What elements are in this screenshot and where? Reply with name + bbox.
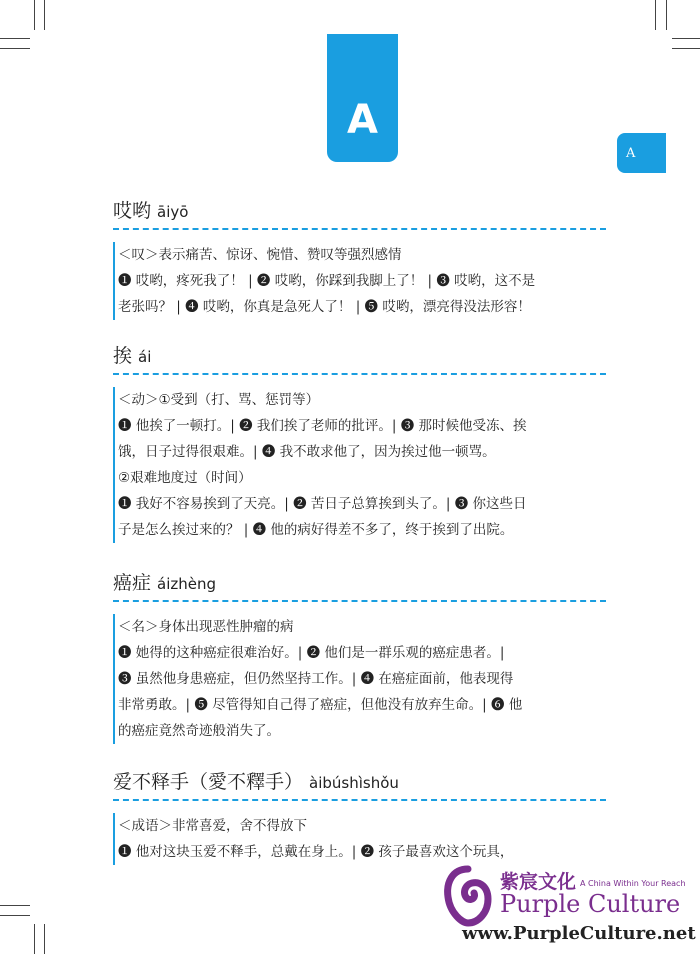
entry-headword: 癌症 xyxy=(113,572,152,594)
entry-pinyin: àibúshìshǒu xyxy=(309,774,399,792)
section-letter-tab xyxy=(327,34,398,162)
entry-definition: ＜名＞身体出现恶性肿瘤的病 xyxy=(118,619,294,635)
entry-headword: 爱不释手（愛不釋手） xyxy=(113,771,304,793)
entry-example-line: 非常勇敢。| ❺ 尽管得知自己得了癌症，但他没有放弃生命。| ❻ 他 xyxy=(118,697,523,713)
entry-pinyin: ái xyxy=(138,348,152,366)
entry-definition: ＜叹＞表示痛苦、惊讶、惋惜、赞叹等强烈感情 xyxy=(118,247,402,263)
crop-mark xyxy=(34,0,35,30)
crop-mark xyxy=(44,0,45,30)
crop-mark xyxy=(0,915,30,916)
entry-headword: 哎哟 xyxy=(113,200,152,222)
entry-example-line: ❶ 他挨了一顿打。| ❷ 我们挨了老师的批评。| ❸ 那时候他受冻、挨 xyxy=(118,418,527,434)
dictionary-entry xyxy=(113,769,608,865)
entry-pinyin: āiyō xyxy=(157,203,189,221)
dashed-divider xyxy=(113,373,606,375)
crop-mark xyxy=(0,905,30,906)
entry-headword-row xyxy=(113,769,608,795)
crop-mark xyxy=(44,924,45,954)
entry-example-line: 子是怎么挨过来的？ | ❹ 他的病好得差不多了，终于挨到了出院。 xyxy=(118,522,514,538)
dashed-divider xyxy=(113,228,606,230)
entry-definition: ＜动＞①受到（打、骂、惩罚等） xyxy=(118,392,320,408)
watermark-url: www.PurpleCulture.net xyxy=(462,923,696,944)
watermark-chinese: 紫宸文化 xyxy=(500,871,577,893)
side-thumb-tab xyxy=(617,133,666,173)
entry-headword-row xyxy=(113,198,608,224)
purple-culture-logo-icon xyxy=(442,865,494,927)
dictionary-entry xyxy=(113,570,608,744)
crop-mark xyxy=(672,48,700,49)
entry-example-line: 饿，日子过得很艰难。| ❹ 我不敢求他了，因为挨过他一顿骂。 xyxy=(118,444,496,460)
entry-body xyxy=(113,387,605,543)
crop-mark xyxy=(0,48,30,49)
crop-mark xyxy=(34,924,35,954)
entry-headword-row xyxy=(113,570,608,596)
crop-mark xyxy=(0,38,30,39)
watermark-tagline: A China Within Your Reach xyxy=(580,879,686,888)
dashed-divider xyxy=(113,600,606,602)
watermark-english: Purple Culture xyxy=(500,890,681,918)
entry-example-line: ❸ 虽然他身患癌症，但仍然坚持工作。| ❹ 在癌症面前，他表现得 xyxy=(118,671,514,687)
section-letter: A xyxy=(347,97,378,143)
dashed-divider xyxy=(113,799,606,801)
entry-body xyxy=(113,242,605,320)
crop-mark xyxy=(672,38,700,39)
entry-headword-row xyxy=(113,343,608,369)
purple-culture-watermark xyxy=(440,857,700,954)
entry-example-line: 老张吗？ | ❹ 哎哟，你真是急死人了！ | ❺ 哎哟，漂亮得没法形容！ xyxy=(118,299,531,315)
entry-definition: ＜成语＞非常喜爱，舍不得放下 xyxy=(118,818,307,834)
entry-body xyxy=(113,614,605,744)
dictionary-entry xyxy=(113,198,608,320)
entry-example-line: ❶ 他对这块玉爱不释手，总戴在身上。| ❷ 孩子最喜欢这个玩具， xyxy=(118,844,514,860)
dictionary-entry xyxy=(113,343,608,543)
entry-pinyin: áizhèng xyxy=(157,575,217,593)
entry-headword: 挨 xyxy=(113,345,133,367)
side-tab-letter: A xyxy=(626,145,636,161)
entry-definition: ②艰难地度过（时间） xyxy=(118,470,252,486)
crop-mark xyxy=(666,0,667,30)
crop-mark xyxy=(655,0,656,30)
entry-example-line: ❶ 她得的这种癌症很难治好。| ❷ 他们是一群乐观的癌症患者。| xyxy=(118,645,505,661)
entry-example-line: 的癌症竟然奇迹般消失了。 xyxy=(118,723,280,739)
entry-example-line: ❶ 哎哟，疼死我了！ | ❷ 哎哟，你踩到我脚上了！ | ❸ 哎哟，这不是 xyxy=(118,273,536,289)
entry-example-line: ❶ 我好不容易挨到了天亮。| ❷ 苦日子总算挨到头了。| ❸ 你这些日 xyxy=(118,496,527,512)
